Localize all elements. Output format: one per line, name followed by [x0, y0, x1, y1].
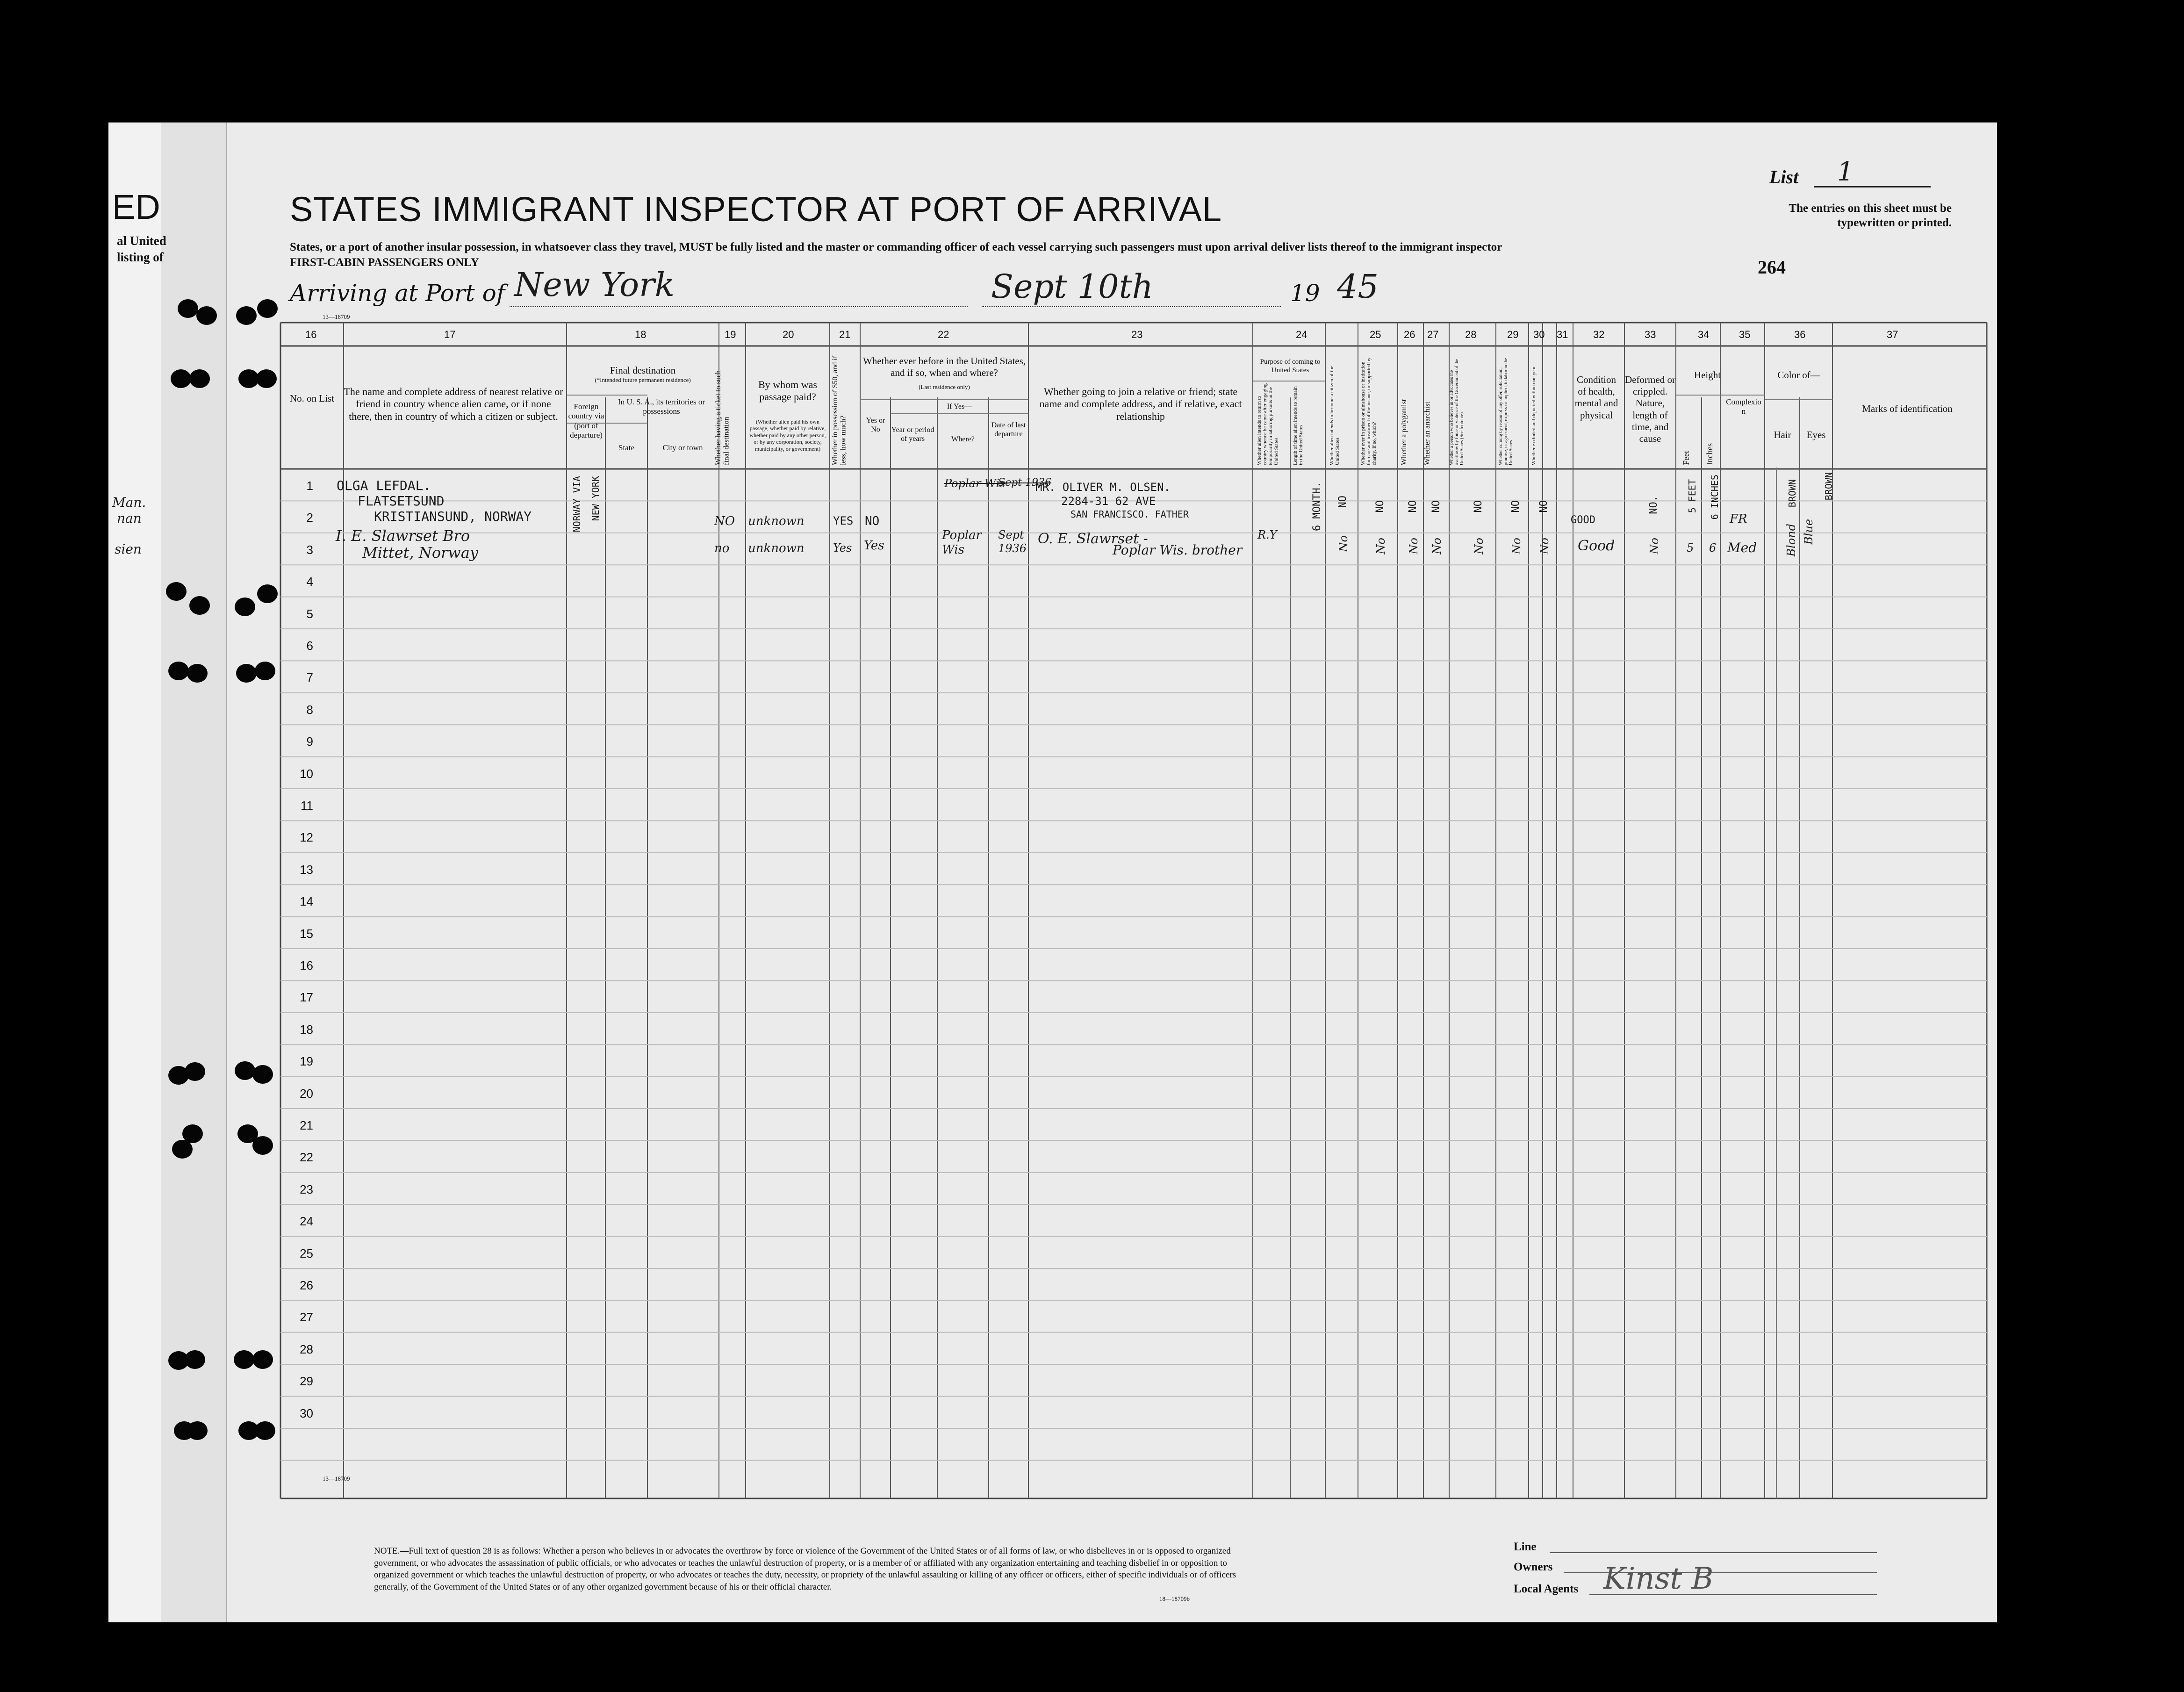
row1-q27: NO: [1407, 500, 1419, 513]
row1-time: 6 MONTH.: [1311, 482, 1323, 531]
row1-q28: NO: [1430, 500, 1442, 513]
typewritten-instruction: The entries on this sheet must be typewritten or printed.: [1789, 202, 1952, 230]
row-number: 30: [300, 1406, 313, 1420]
col-number: 34: [1698, 329, 1710, 340]
row-number: 10: [300, 766, 313, 781]
row-number: 20: [300, 1086, 313, 1101]
col-number: 29: [1507, 329, 1519, 340]
col-header-city: City or town: [662, 443, 703, 452]
row-number: 23: [300, 1182, 313, 1196]
line-label: Line: [1514, 1541, 1537, 1553]
row1-q30: NO: [1510, 500, 1522, 513]
col-header-if-yes: If Yes—: [947, 403, 972, 410]
year-prefix: 19: [1290, 280, 1320, 307]
punch-hole: [256, 369, 277, 388]
row1-complexion: FR: [1730, 512, 1747, 526]
row-number: 6: [306, 639, 313, 653]
row2-relative-line1: I. E. Slawrset Bro: [336, 527, 470, 545]
col-header-paid-by-note: (Whether alien paid his own passage, whether paid by relative, whether paid by any other person, or by any corporation, society, municipality, or government): [749, 418, 826, 452]
col-number: 35: [1739, 329, 1751, 340]
punch-hole: [234, 1350, 254, 1369]
local-agents-label: Local Agents: [1514, 1583, 1579, 1595]
row2-departure: Sept 1936: [998, 528, 1027, 555]
punch-hole: [236, 306, 257, 325]
row1-q26: NO: [1374, 500, 1386, 513]
row1-join-line2: 2284-31 62 AVE: [1061, 495, 1156, 508]
punch-hole: [185, 1062, 205, 1081]
row2-before: Yes: [864, 539, 884, 553]
row-number: 25: [300, 1246, 313, 1260]
col-number: 33: [1645, 329, 1656, 340]
punch-hole: [255, 1421, 275, 1440]
row-number: 2: [306, 511, 313, 525]
arriving-port: New York: [514, 266, 675, 304]
row1-q31: NO: [1538, 500, 1550, 513]
row2-health: Good: [1578, 538, 1615, 554]
col-number: 22: [938, 329, 949, 340]
col-header-overthrow: Whether a person who believes in or advocates the overthrow by force or violence of the Government of the United States (See footnote): [1449, 359, 1465, 465]
port-underline: [510, 306, 968, 307]
row1-hair: BROWN: [1787, 479, 1798, 508]
col-number: 27: [1427, 329, 1439, 340]
col-number: 26: [1404, 329, 1415, 340]
col-header-color: Color of—: [1777, 369, 1820, 381]
col-number: 37: [1887, 329, 1898, 340]
row1-foreign-via: NORWAY VIA: [571, 476, 582, 533]
punch-hole: [182, 1124, 203, 1143]
row-number: 24: [300, 1214, 313, 1229]
col-header-years: Year or period of years: [891, 426, 934, 443]
list-label: List: [1769, 166, 1799, 187]
local-agents-signature: Kinst B: [1603, 1562, 1714, 1596]
date-underline: [982, 306, 1281, 307]
row2-join-line2: Poplar Wis. brother: [1113, 542, 1243, 558]
row1-state: NEW YORK: [590, 476, 601, 521]
punch-hole: [235, 1061, 255, 1080]
punch-hole: [185, 1350, 205, 1369]
row1-health: GOOD: [1571, 514, 1595, 526]
row2-q30: No: [1510, 538, 1523, 554]
footer-form-code: 13—18709: [323, 1475, 350, 1482]
col-number: 24: [1296, 329, 1308, 340]
punch-hole: [235, 598, 255, 616]
row-number: 27: [300, 1310, 313, 1325]
row2-time: R.Y: [1257, 528, 1277, 541]
row2-q26: No: [1374, 538, 1387, 554]
row-number: 4: [306, 575, 313, 589]
row1-where: Poplar Wis: [944, 477, 1006, 490]
row1-q29: NO: [1473, 500, 1484, 513]
row-number: 16: [300, 958, 313, 972]
row-number: 8: [306, 702, 313, 717]
col-header-deformed: Deformed or crippled. Nature, length of time, and cause: [1625, 374, 1675, 444]
col-header-prison: Whether ever in prison or almshouse or institution for care and treatment of the insane, or supported by charity. If so, which?: [1360, 357, 1378, 465]
punch-hole: [178, 299, 198, 318]
row-number: 14: [300, 894, 313, 909]
punch-hole: [187, 664, 208, 683]
page-title: STATES IMMIGRANT INSPECTOR AT PORT OF ARRIVAL: [290, 190, 1222, 229]
punch-hole: [189, 596, 210, 615]
punch-hole: [252, 1065, 273, 1084]
col-number: 28: [1465, 329, 1477, 340]
row-number: 21: [300, 1118, 313, 1132]
agents-rule: [1589, 1594, 1877, 1595]
row2-inches: 6: [1709, 541, 1717, 554]
row-number: 29: [300, 1374, 313, 1389]
row1-relative-line2: FLATSETSUND: [358, 493, 445, 509]
row2-join-line1: O. E. Slawrset -: [1038, 531, 1148, 547]
footnote-question-28: NOTE.—Full text of question 28 is as follows: Whether a person who believes in or advocates the overthrow by force or violence of the Government of the United States or of all forms of law, or who disbelieves in or is opposed to organized government, or who advocates the assassination of public officials, or who advocates or teaches the unlawful destruction of property, or is a member of or affiliated with any organization entertaining and teaching disbelief in or opposition to organized government or which teaches the unlawful destruction of property, or who advocates or teaches the duty, necessity, or propriety of the unlawful assaulting or killing of any officer or officers, either of specific individuals or of officers generally, of the Government of the United States or of any other organized government because of his or their official character.: [374, 1546, 1236, 1592]
col-number: 16: [305, 329, 317, 340]
col-number: 32: [1593, 329, 1605, 340]
row1-inches: 6 INCHES: [1709, 475, 1720, 520]
col-number: 30: [1533, 329, 1545, 340]
row2-q31: No: [1538, 538, 1551, 554]
col-number: 17: [444, 329, 456, 340]
list-underline: [1814, 186, 1931, 187]
row2-deformed: No: [1648, 538, 1661, 554]
row1-ticket: NO: [714, 514, 735, 528]
col-header-feet: Feet: [1681, 451, 1691, 465]
row1-feet: 5 FEET: [1687, 479, 1698, 513]
col-header-before-us: Whether ever before in the United States, and if so, when and where?: [862, 355, 1026, 379]
col-header-destination: Final destination: [610, 365, 676, 376]
punch-hole: [236, 664, 257, 683]
col-header-foreign-via: Foreign country via (port of departure): [568, 402, 604, 440]
row2-paid-by: unknown: [748, 541, 805, 555]
row-number: 13: [300, 862, 313, 877]
col-number: 31: [1557, 329, 1568, 340]
margin-hand-1: Man.: [112, 495, 146, 510]
row1-citizen: NO: [1337, 496, 1349, 508]
col-header-join: Whether going to join a relative or friend; state name and complete address, and if relative, exact relationship: [1039, 386, 1242, 422]
header-subtitle: States, or a port of another insular possession, in whatsoever class they travel, MUST be fully listed and the master or commanding officer of each vessel carrying such passengers must upon arrival deliver lists thereof to the immigrant inspector: [290, 241, 1502, 253]
row2-hair: Blond: [1785, 524, 1798, 557]
col-header-inches: Inches: [1705, 443, 1714, 465]
row-number: 3: [306, 542, 313, 557]
margin-fragment-2: listing of: [117, 250, 164, 264]
punch-hole: [187, 1421, 208, 1440]
punch-hole: [166, 582, 187, 601]
row1-paid-by: unknown: [748, 514, 805, 528]
row-number: 26: [300, 1278, 313, 1292]
arriving-label: Arriving at Port of: [290, 280, 505, 307]
col-header-ticket: Whether having a ticket to such final destination: [714, 370, 731, 465]
line-rule: [1550, 1552, 1877, 1553]
punch-hole: [255, 662, 275, 680]
row-number: 28: [300, 1342, 313, 1356]
col-number: 25: [1370, 329, 1381, 340]
punch-hole: [168, 662, 189, 680]
col-header-paid-by: By whom was passage paid?: [758, 379, 817, 403]
footer-form-code-2: 18—18709b: [1159, 1595, 1190, 1602]
row-number: 9: [306, 734, 313, 749]
row-number: 18: [300, 1022, 313, 1037]
col-header-complexion: Complexion: [1726, 397, 1761, 416]
row1-join-line3: SAN FRANCISCO. FATHER: [1070, 509, 1189, 520]
row-number: 15: [300, 926, 313, 941]
col-header-deported: Whether excluded and deported within one year: [1531, 366, 1537, 465]
col-header-hair: Hair: [1774, 429, 1791, 440]
row-number: 11: [301, 799, 313, 813]
punch-hole: [257, 584, 278, 603]
cabin-label: FIRST-CABIN PASSENGERS ONLY: [290, 256, 479, 269]
row2-ticket: no: [714, 541, 730, 555]
list-number: 1: [1837, 157, 1854, 187]
punch-hole: [252, 1350, 273, 1369]
row1-deformed: NO.: [1648, 496, 1660, 514]
col-header-anarchist: Whether an anarchist: [1423, 402, 1431, 465]
row-number: 7: [306, 670, 313, 685]
margin-hand-3: sien: [115, 541, 142, 557]
owners-label: Owners: [1514, 1561, 1553, 1573]
col-header-health: Condition of health, mental and physical: [1574, 374, 1618, 421]
punch-hole: [171, 369, 191, 388]
row-number: 19: [300, 1054, 313, 1069]
sheet-number: 264: [1758, 257, 1786, 278]
punch-hole: [196, 306, 217, 325]
col-header-money: Whether in possession of $50, and if less, how much?: [831, 355, 848, 465]
col-header-length: Length of time alien intends to remain in the United States: [1293, 386, 1304, 465]
col-number: 19: [725, 329, 736, 340]
punch-hole: [252, 1136, 273, 1155]
form-code: 13—18709: [323, 313, 350, 320]
row1-eyes: BROWN: [1823, 472, 1834, 501]
row1-relative-line1: OLGA LEFDAL.: [337, 478, 431, 493]
col-header-no: No. on List: [289, 393, 335, 404]
row1-before: NO: [865, 514, 880, 528]
col-header-return: Whether alien intends to return to country whence he came after engaging temporarily in laboring pursuits in the United States: [1257, 383, 1279, 465]
col-header-before-us-note: (Last residence only): [919, 383, 970, 390]
row-number: 17: [300, 990, 313, 1005]
col-header-height: Height: [1694, 369, 1721, 381]
col-header-destination-note: (*Intended future permanent residence): [595, 376, 691, 383]
col-header-marks: Marks of identification: [1862, 403, 1953, 414]
row-number: 5: [306, 606, 313, 621]
row2-feet: 5: [1687, 541, 1694, 554]
col-header-polygamist: Whether a polygamist: [1400, 399, 1408, 465]
row-number: 22: [300, 1150, 313, 1165]
col-header-eyes: Eyes: [1806, 429, 1826, 440]
col-number: 18: [635, 329, 647, 340]
row2-relative-line2: Mittet, Norway: [362, 544, 478, 562]
col-number: 20: [783, 329, 794, 340]
col-header-yes-no: Yes or No: [866, 417, 885, 434]
col-header-citizen: Whether alien intends to become a citizen of the United States: [1329, 366, 1341, 465]
margin-fragment-1: al United: [117, 234, 166, 248]
row1-departure: Sept 1936: [998, 477, 1051, 489]
punch-hole: [257, 299, 278, 318]
arriving-date: Sept 10th: [991, 267, 1153, 306]
col-header-last-departure: Date of last departure: [991, 421, 1026, 439]
cut-title-fragment: ED: [112, 187, 160, 226]
row2-q27: No: [1407, 538, 1420, 554]
punch-hole: [189, 369, 210, 388]
row1-join-line1: MR. OLIVER M. OLSEN.: [1035, 481, 1171, 494]
row2-complexion: Med: [1727, 540, 1757, 555]
year-suffix: 45: [1337, 267, 1379, 306]
col-header-purpose: Purpose of coming to United States: [1260, 358, 1321, 374]
col-number: 21: [839, 329, 851, 340]
col-header-labor-offer: Whether coming by reason of any offer, solicitation, promise, or agreement, express or implied, to labor in the United States: [1498, 358, 1514, 465]
col-header-usa: In U. S. A., its territories or possessions: [618, 397, 705, 416]
row1-money: YES: [833, 514, 854, 527]
col-header-where: Where?: [951, 435, 975, 443]
col-header-relative: The name and complete address of nearest relative or friend in country whence alien came, or if none there, then in country of which a citizen or subject.: [344, 386, 563, 422]
col-number: 36: [1794, 329, 1806, 340]
row2-money: Yes: [833, 541, 852, 554]
row2-where: Poplar Wis: [942, 528, 982, 557]
margin-hand-2: nan: [117, 511, 142, 526]
col-header-state: State: [618, 443, 634, 452]
row1-relative-line3: KRISTIANSUND, NORWAY: [374, 509, 532, 524]
row-number: 1: [306, 479, 313, 493]
col-number: 23: [1131, 329, 1143, 340]
row2-q29: No: [1473, 538, 1486, 554]
row2-citizen: No: [1337, 535, 1350, 552]
row2-eyes: Blue: [1802, 519, 1815, 545]
row2-q28: No: [1430, 538, 1444, 554]
row-number: 12: [300, 830, 313, 845]
